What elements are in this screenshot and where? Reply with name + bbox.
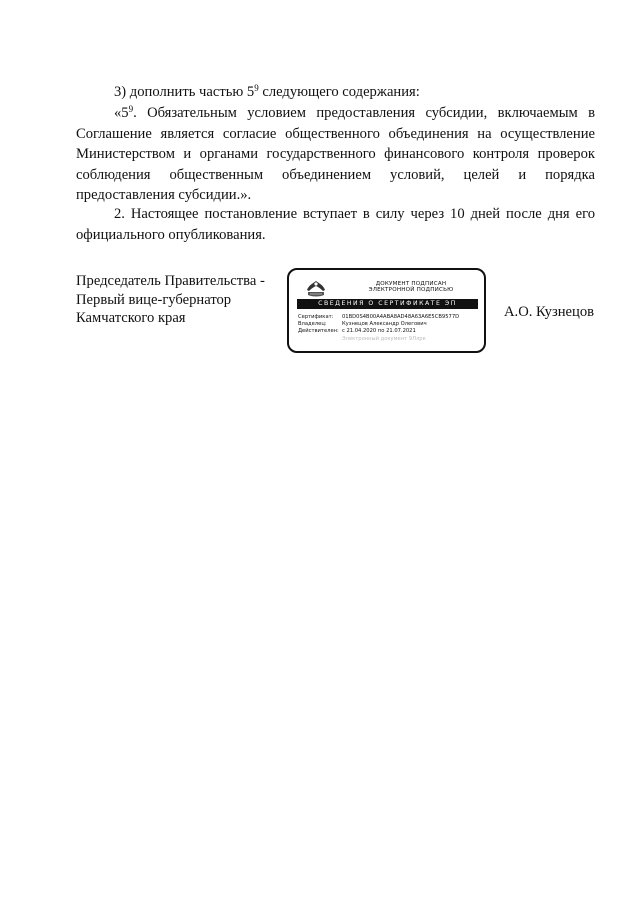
certificate-header: СВЕДЕНИЯ О СЕРТИФИКАТЕ ЭП: [297, 299, 478, 309]
electronic-signature-stamp: [287, 268, 486, 353]
quote-open: «5: [114, 105, 129, 121]
quoted-clause-paragraph: [76, 103, 595, 206]
item3-suffix: следующего содержания:: [258, 84, 420, 100]
certificate-label: Сертификат:: [298, 314, 334, 320]
owner-label: Владелец:: [298, 321, 327, 327]
signer-name: А.О. Кузнецов: [504, 304, 595, 320]
scan-note: Электронный документ 9Ллрк: [342, 336, 426, 342]
position-line-2: Первый вице-губернатор: [76, 291, 232, 308]
certificate-value: 01BD0S4B00A4ABA8AD48A63A6E5CB9577D: [342, 314, 460, 320]
position-line-3: Камчатского края: [76, 310, 186, 326]
stamp-title-line-2: ЭЛЕКТРОННОЙ ПОДПИСЬЮ: [368, 287, 454, 293]
clause2-paragraph: 2. Настоящее постановление вступает в силу через 10 дней после дня его официального опубликования.: [76, 206, 595, 243]
quote-text: . Обязательным условием предоставления субсидии, включаемым в Соглашение является согласие общественного объединения на осуществление Министерством и органами государственного финансового контроля проверок соблюдения общественным объединением условий, целей и порядка предоставления субсидии.».: [76, 105, 595, 203]
quote-superscript: 9: [128, 104, 134, 114]
item3-prefix: 3) дополнить частью 5: [114, 84, 255, 100]
stamp-title-line-1: ДОКУМЕНТ ПОДПИСАН: [375, 281, 447, 287]
item3-superscript: 9: [254, 83, 259, 93]
kamchatka-emblem-icon: [305, 279, 327, 298]
validity-label: Действителен:: [298, 328, 339, 334]
validity-value: с 21.04.2020 по 21.07.2021: [342, 328, 416, 334]
position-line-1: Председатель Правительства -: [76, 273, 265, 289]
signatory-position: [76, 272, 286, 328]
owner-value: Кузнецов Александр Олегович: [342, 321, 427, 327]
item3-paragraph: [76, 82, 595, 103]
validity-row: [298, 328, 483, 334]
certificate-row: [298, 314, 483, 320]
owner-row: [298, 321, 483, 327]
